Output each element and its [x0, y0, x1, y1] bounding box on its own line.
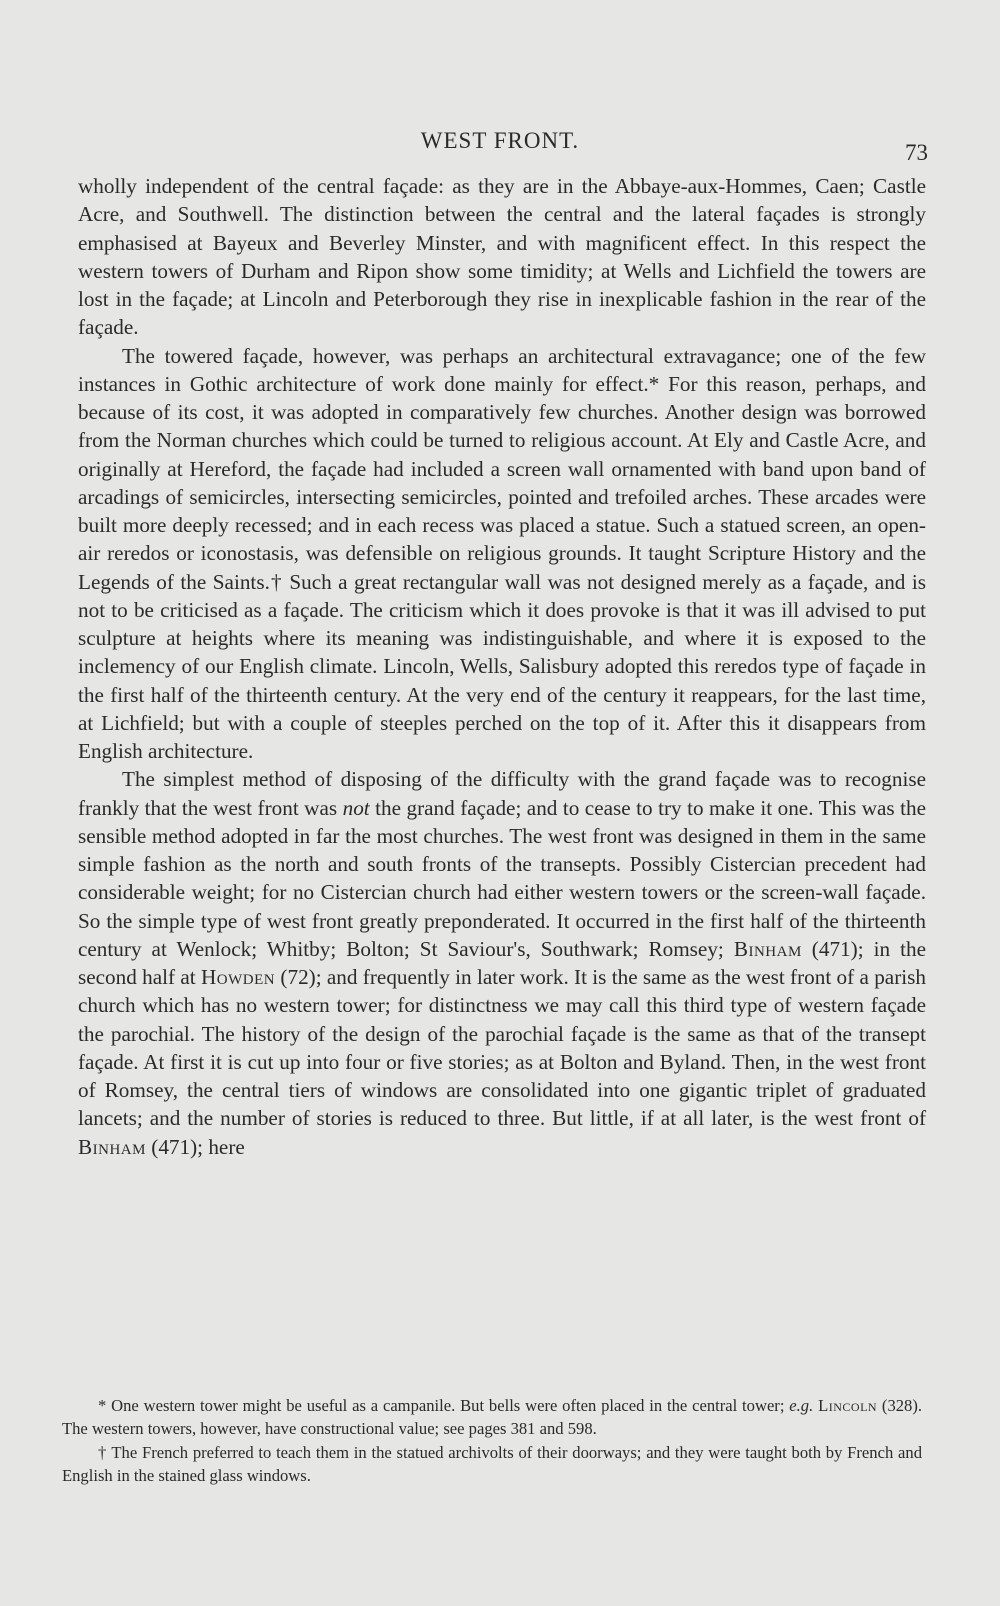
page-number: 73 — [905, 140, 928, 165]
body-text — [78, 172, 926, 1161]
paragraph-3-text: (471); here — [145, 1134, 245, 1159]
footnote-1-emphasis: e.g. — [789, 1396, 814, 1415]
footnotes — [62, 1394, 922, 1487]
paragraph-3-text: (471); in the second half at — [78, 936, 926, 989]
footnote-2: † The French preferred to teach them in the statued archivolts of their doorways; and they were taught both by French and English in the stained glass windows. — [62, 1442, 922, 1485]
figure-reference: Binham — [78, 1134, 146, 1159]
paragraph-3-text: The simplest method of disposing of the difficulty with the grand façade was to recognise frankly that the west front was — [78, 767, 926, 820]
running-title: WEST FRONT. — [420, 128, 580, 153]
paragraph-3 — [78, 765, 926, 1161]
figure-reference: Lincoln — [818, 1396, 878, 1415]
paragraph-1: wholly independent of the central façade: as they are in the Abbaye-aux-Hommes, Caen; Castle Acre, and Southwell. The distinction between the central and the lateral façades is strongly emphasised at Bayeux and Beverley Minster, and with magnificent effect. In this respect the western towers of Durham and Ripon show some timidity; at Wells and Lichfield the towers are lost in the façade; at Lincoln and Peterborough they rise in inexplicable fashion in the rear of the façade. — [78, 174, 926, 340]
paragraph-3-text: (72); and frequently in later work. It is the same as the west front of a parish church which has no western tower; for distinctness we may call this third type of western façade the parochial. The history of the design of the parochial façade is the same as that of the transept façade. At first it is cut up into four or five stories; as at Bolton and Byland. Then, in the west front of Romsey, the central tiers of windows are consolidated into one gigantic triplet of graduated lancets; and the number of stories is reduced to three. But little, if at all later, is the west front of — [78, 965, 926, 1131]
paragraph-3-text: the grand façade; and to cease to try to make it one. This was the sensible method adopted in far the most churches. The west front was designed in them in the same simple fashion as the north and south fronts of the transepts. Possibly Cistercian precedent had considerable weight; for no Cistercian church had either western towers or the screen-wall façade. So the simple type of west front greatly preponderated. It occurred in the first half of the thirteenth century at Wenlock; Whitby; Bolton; St Saviour's, Southwark; Romsey; — [78, 795, 926, 961]
footnote-1 — [62, 1394, 922, 1441]
footnote-1-text: * One western tower might be useful as a campanile. But bells were often placed in the central tower; — [98, 1396, 790, 1415]
paragraph-2: The towered façade, however, was perhaps an architectural extravagance; one of the few instances in Gothic architecture of work done mainly for effect.* For this reason, perhaps, and because of its cost, it was adopted in comparatively few churches. Another design was borrowed from the Norman churches which could be turned to religious account. At Ely and Castle Acre, and originally at Hereford, the façade had included a screen wall ornamented with band upon band of arcadings of semicircles, intersecting semicircles, pointed and trefoiled arches. These arcades were built more deeply recessed; and in each recess was placed a statue. Such a statued screen, an open-air reredos or iconostasis, was defensible on religious grounds. It taught Scripture History and the Legends of the Saints.† Such a great rectangular wall was not designed merely as a façade, and is not to be criticised as a façade. The criticism which it does provoke is that it was ill advised to put sculpture at heights where its meaning was indistinguishable, and where it is exposed to the inclemency of our English climate. Lincoln, Wells, Salisbury adopted this reredos type of façade in the first half of the thirteenth century. At the very end of the century it reappears, for the last time, at Lichfield; but with a couple of steeples perched on the top of it. After this it disappears from English architecture. — [78, 343, 926, 763]
footnote-1-text: (328). The western towers, however, have constructional value; see pages 381 and 598. — [62, 1396, 923, 1439]
figure-reference: Binham — [733, 936, 802, 961]
figure-reference: Howden — [200, 965, 276, 989]
emphasis-not: not — [342, 795, 370, 820]
